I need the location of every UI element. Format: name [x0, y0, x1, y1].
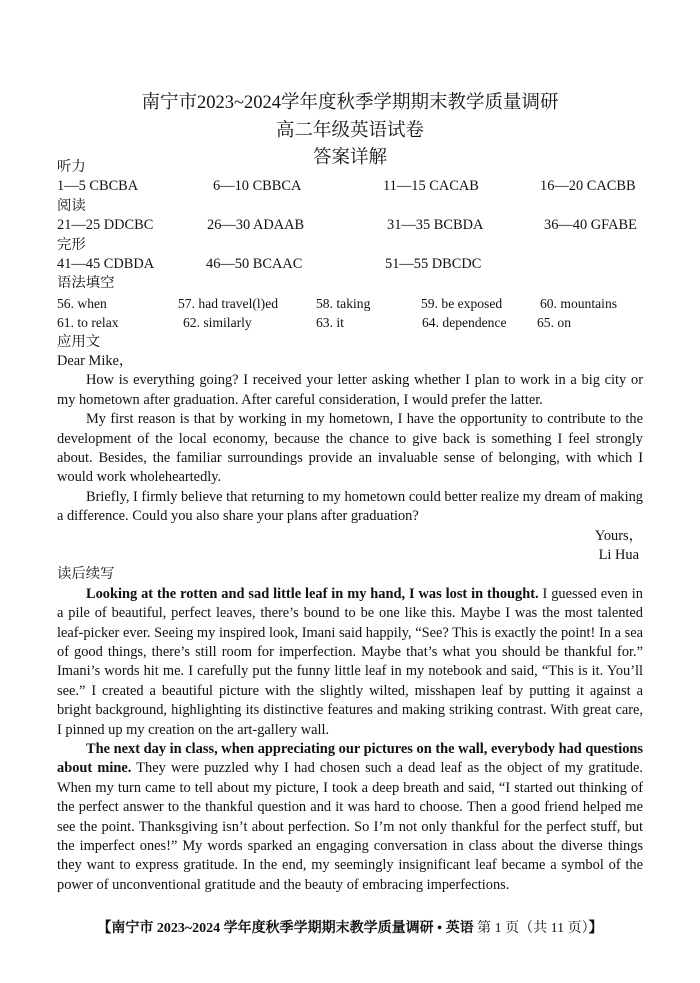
- answer-item: 11—15 CACAB: [383, 178, 479, 195]
- answer-row-cloze: [57, 255, 643, 274]
- footer-title: 【南宁市 2023~2024 学年度秋季学期期末教学质量调研 • 英语: [97, 921, 474, 936]
- letter-greeting: Dear Mike，: [57, 352, 134, 369]
- answer-item: 6—10 CBBCA: [213, 178, 302, 195]
- section-label-listening: 听力: [57, 159, 86, 175]
- paragraph-lead: The next day in class, when appreciating our pictures on the wall, everybody had questions about mine.: [57, 741, 643, 777]
- answer-item: 26—30 ADAAB: [207, 217, 305, 234]
- answer-row-grammar: [57, 294, 643, 313]
- letter-paragraph: Briefly, I firmly believe that returning to my hometown could better realize my dream of making a difference. Could you also share your plans after graduation?: [57, 488, 643, 525]
- doc-heading: 答案详解: [312, 148, 387, 168]
- letter-paragraph: My first reason is that by working in my hometown, I have the opportunity to contribute to the development of the local economy, because the chance to give back is something I feel strongly about. Besides, the familiar surroundings provide an invaluable sense of belonging, with which I would work wholeheartedly.: [57, 411, 643, 486]
- paragraph-lead: Looking at the rotten and sad little leaf in my hand, I was lost in thought.: [86, 585, 539, 602]
- paragraph-body: I guessed even in a pile of beautiful, perfect leaves, there’s bound to be one like this. Maybe I was the most talented leaf-picker ever. Seeing my inspired look, Imani said happily, “See? This is exactly the point! In a sea of good things, there’s still room for imperfection. Maybe that’s what you should be thankful for.” Imani’s words hit me. I carefully put the funny little leaf in my notebook and said, “This is it. You’ll see.” I created a beautiful picture with the slightly wilted, misshapen leaf by putting it against a bright background, highlighting its distinctive features and making striking contrast. With great care, I pinned up my creation on the art-gallery wall.: [57, 585, 643, 738]
- answer-item: 61. to relax: [57, 315, 119, 331]
- answer-item: 58. taking: [316, 295, 371, 311]
- section-label-continuation: 读后续写: [57, 566, 115, 583]
- footer-bracket: 】: [588, 921, 603, 936]
- answer-item: 41—45 CDBDA: [57, 255, 155, 272]
- answer-content: [57, 158, 643, 895]
- page-footer: [0, 917, 700, 937]
- answer-item: 64. dependence: [422, 315, 507, 331]
- answer-item: 59. be exposed: [421, 295, 503, 311]
- answer-row-reading: [57, 216, 643, 235]
- answer-row-grammar: [57, 313, 643, 332]
- answer-item: 31—35 BCBDA: [387, 217, 484, 234]
- letter-signature: Li Hua: [598, 546, 639, 563]
- answer-item: 60. mountains: [540, 295, 618, 311]
- section-label-cloze: 完形: [57, 236, 86, 253]
- letter-closing: Yours，: [594, 527, 643, 544]
- section-label-reading: 阅读: [57, 197, 86, 214]
- answer-item: 16—20 CACBB: [540, 178, 636, 195]
- letter-paragraph: How is everything going? I received your letter asking whether I plan to work in a big city or my hometown after graduation. After careful consideration, I would prefer the latter.: [57, 372, 643, 408]
- footer-page-number: 第 1 页（共 11 页）: [473, 921, 589, 936]
- doc-title: 南宁市2023~2024学年度秋季学期期末教学质量调研: [141, 93, 559, 113]
- continuation-paragraph: [57, 585, 643, 740]
- continuation-paragraph: [57, 740, 643, 895]
- answer-item: 57. had travel(l)ed: [178, 295, 279, 311]
- answer-item: 21—25 DDCBC: [57, 217, 154, 234]
- answer-item: 63. it: [316, 315, 344, 331]
- answer-item: 56. when: [57, 295, 107, 311]
- section-label-grammar: 语法填空: [57, 275, 115, 292]
- section-label-letter: 应用文: [57, 333, 101, 350]
- answer-item: 36—40 GFABE: [544, 217, 637, 234]
- answer-row-listening: [57, 177, 643, 196]
- answer-item: 51—55 DBCDC: [385, 255, 482, 272]
- answer-item: 46—50 BCAAC: [206, 255, 303, 272]
- doc-subtitle: 高二年级英语试卷: [275, 121, 424, 141]
- answer-item: 65. on: [537, 315, 571, 331]
- paragraph-body: They were puzzled why I had chosen such a dead leaf as the object of my gratitude. When my turn came to tell about my picture, I took a deep breath and said, “I started out thinking of the perfect answer to the thankful question and it was hard to choose. Then a good friend helped me see the point. Thanksgiving isn’t about perfection. So I’m not only thankful for the perfect stuff, but the imperfect ones!” My words sparked an engaging conversation in class about the diverse things they want to express gratitude. In the end, my seemingly insignificant leaf became a symbol of the power of unconventional gratitude and the beauty of embracing imperfections.: [57, 760, 643, 893]
- answer-item: 62. similarly: [183, 315, 252, 331]
- answer-item: 1—5 CBCBA: [57, 178, 139, 195]
